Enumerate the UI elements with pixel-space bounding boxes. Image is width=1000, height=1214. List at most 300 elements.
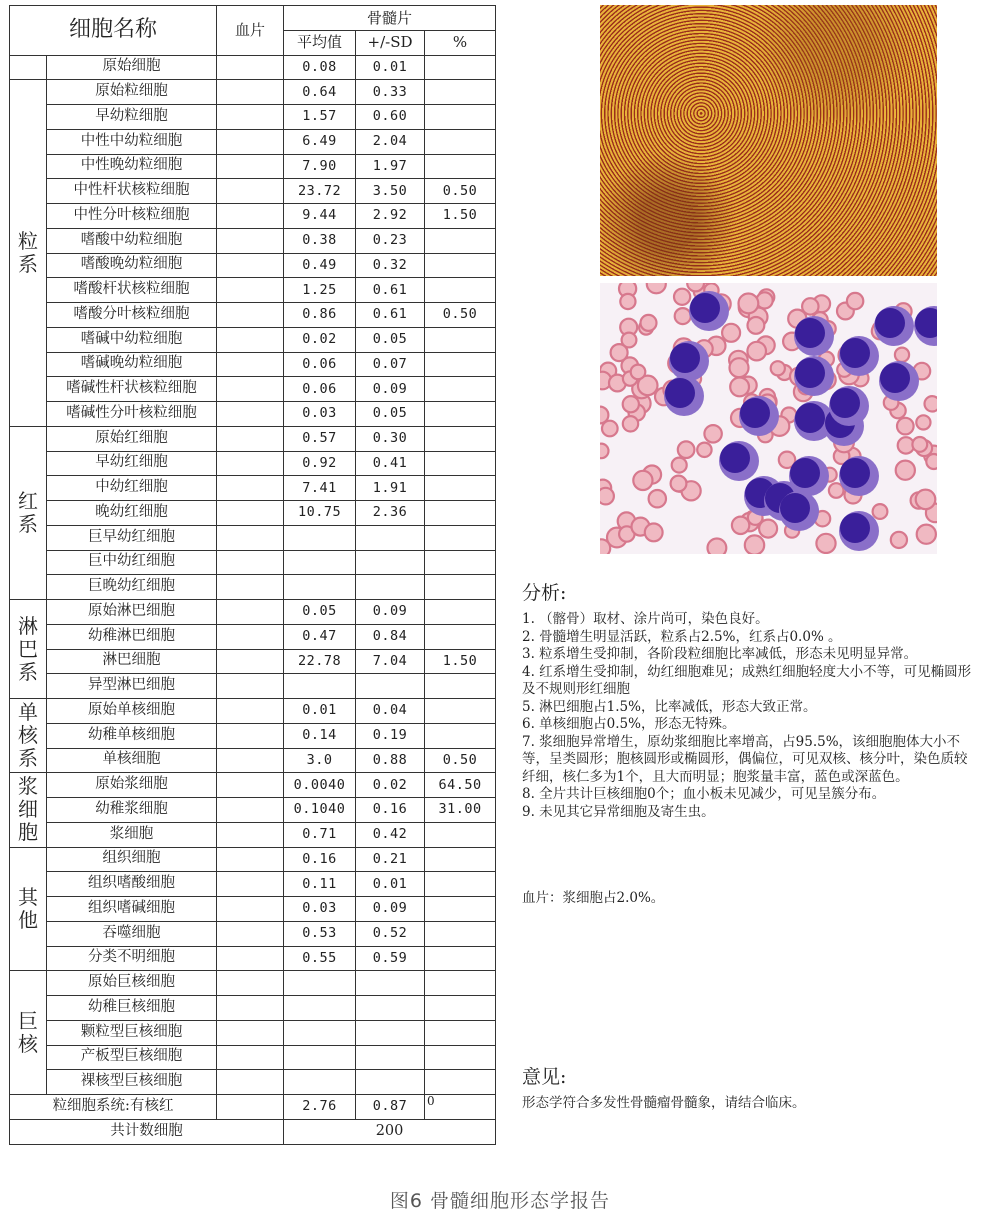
sd-value: 0.30 bbox=[356, 426, 425, 451]
cell-type-name: 原始浆细胞 bbox=[47, 773, 217, 798]
blood-smear-value bbox=[217, 1095, 284, 1120]
red-blood-cell bbox=[891, 532, 907, 548]
header-percent: % bbox=[425, 30, 496, 55]
sd-value: 0.84 bbox=[356, 624, 425, 649]
table-row bbox=[10, 426, 496, 451]
analysis-heading: 分析: bbox=[522, 582, 567, 604]
opinion-text: 形态学符合多发性骨髓瘤骨髓象，请结合临床。 bbox=[522, 1095, 806, 1111]
table-row bbox=[10, 129, 496, 154]
sd-value: 1.91 bbox=[356, 476, 425, 501]
blood-smear-value bbox=[217, 600, 284, 625]
cell-type-name: 中幼红细胞 bbox=[47, 476, 217, 501]
sd-value: 0.52 bbox=[356, 921, 425, 946]
mean-value: 0.03 bbox=[284, 402, 356, 427]
red-blood-cell bbox=[600, 407, 608, 424]
group-label: 浆 细 胞 bbox=[10, 773, 47, 847]
blood-smear-value bbox=[217, 674, 284, 699]
percent-value bbox=[425, 1045, 496, 1070]
mean-value: 1.57 bbox=[284, 105, 356, 130]
mean-value bbox=[284, 575, 356, 600]
ratio-row bbox=[10, 1095, 496, 1120]
mean-value: 0.38 bbox=[284, 228, 356, 253]
cell-type-name: 中性中幼粒细胞 bbox=[47, 129, 217, 154]
table-row bbox=[10, 55, 496, 80]
cell-type-name: 晚幼红细胞 bbox=[47, 501, 217, 526]
percent-value: 0.50 bbox=[425, 179, 496, 204]
cell-type-name: 嗜碱中幼粒细胞 bbox=[47, 327, 217, 352]
red-blood-cell bbox=[649, 490, 666, 507]
blood-smear-value bbox=[217, 253, 284, 278]
blood-smear-value bbox=[217, 971, 284, 996]
blood-smear-value bbox=[217, 154, 284, 179]
percent-value bbox=[425, 327, 496, 352]
blood-smear-value bbox=[217, 723, 284, 748]
percent-value bbox=[425, 154, 496, 179]
sd-value: 1.97 bbox=[356, 154, 425, 179]
table-row bbox=[10, 1045, 496, 1070]
group-label bbox=[10, 55, 47, 80]
cell-type-name: 嗜酸杆状核粒细胞 bbox=[47, 278, 217, 303]
table-row bbox=[10, 179, 496, 204]
opinion-heading: 意见: bbox=[522, 1066, 567, 1088]
plasma-cell-nucleus bbox=[840, 338, 870, 368]
analysis-item: 1. （髂骨）取材、涂片尚可，染色良好。 bbox=[522, 611, 769, 627]
red-blood-cell bbox=[600, 488, 614, 505]
table-row bbox=[10, 327, 496, 352]
red-blood-cell bbox=[633, 471, 652, 490]
red-blood-cell bbox=[672, 458, 687, 473]
red-blood-cell bbox=[704, 425, 721, 442]
percent-value: 1.50 bbox=[425, 204, 496, 229]
percent-value bbox=[425, 699, 496, 724]
red-blood-cell bbox=[708, 539, 727, 555]
table-row bbox=[10, 204, 496, 229]
mean-value: 0.47 bbox=[284, 624, 356, 649]
plasma-cell-nucleus bbox=[880, 363, 910, 393]
sd-value: 0.01 bbox=[356, 872, 425, 897]
red-blood-cell bbox=[896, 461, 915, 480]
blood-smear-value bbox=[217, 327, 284, 352]
percent-value bbox=[425, 674, 496, 699]
mean-value: 0.49 bbox=[284, 253, 356, 278]
percent-value bbox=[425, 723, 496, 748]
mean-value: 0.14 bbox=[284, 723, 356, 748]
percent-value bbox=[425, 624, 496, 649]
mean-value bbox=[284, 674, 356, 699]
percent-value bbox=[425, 105, 496, 130]
blood-smear-value bbox=[217, 1070, 284, 1095]
sd-value: 0.32 bbox=[356, 253, 425, 278]
cell-type-name: 嗜碱性杆状核粒细胞 bbox=[47, 377, 217, 402]
table-row bbox=[10, 253, 496, 278]
blood-smear-value bbox=[217, 575, 284, 600]
cell-type-name: 异型淋巴细胞 bbox=[47, 674, 217, 699]
red-blood-cell bbox=[687, 283, 704, 291]
mean-value bbox=[284, 1045, 356, 1070]
red-blood-cell bbox=[623, 396, 639, 412]
percent-value bbox=[425, 451, 496, 476]
cell-type-name: 原始巨核细胞 bbox=[47, 971, 217, 996]
cell-type-name: 浆细胞 bbox=[47, 822, 217, 847]
blood-smear-value bbox=[217, 699, 284, 724]
red-blood-cell bbox=[697, 443, 711, 457]
percent-value bbox=[425, 228, 496, 253]
table-row bbox=[10, 278, 496, 303]
mean-value: 6.49 bbox=[284, 129, 356, 154]
percent-value bbox=[425, 501, 496, 526]
sd-value: 0.04 bbox=[356, 699, 425, 724]
sd-value bbox=[356, 996, 425, 1021]
cell-type-name: 中性杆状核粒细胞 bbox=[47, 179, 217, 204]
total-label: 共计数细胞 bbox=[10, 1119, 284, 1144]
table-row bbox=[10, 105, 496, 130]
percent-value bbox=[425, 129, 496, 154]
blood-smear-value bbox=[217, 624, 284, 649]
analysis-list bbox=[522, 611, 977, 821]
cell-type-name: 巨晚幼红细胞 bbox=[47, 575, 217, 600]
plasma-cell-nucleus bbox=[780, 493, 810, 523]
blood-smear-value bbox=[217, 847, 284, 872]
red-blood-cell bbox=[925, 396, 938, 411]
cell-type-name: 嗜碱晚幼粒细胞 bbox=[47, 352, 217, 377]
plasma-cell-nucleus bbox=[795, 318, 825, 348]
total-value: 200 bbox=[284, 1119, 496, 1144]
bone-marrow-smear-high-power-photo bbox=[600, 283, 937, 554]
percent-value bbox=[425, 872, 496, 897]
mean-value: 0.02 bbox=[284, 327, 356, 352]
mean-value bbox=[284, 550, 356, 575]
mean-value bbox=[284, 1070, 356, 1095]
cell-type-name: 中性分叶核粒细胞 bbox=[47, 204, 217, 229]
table-row bbox=[10, 476, 496, 501]
table-row bbox=[10, 451, 496, 476]
red-blood-cell bbox=[671, 476, 687, 492]
sd-value: 0.07 bbox=[356, 352, 425, 377]
red-blood-cell bbox=[611, 344, 628, 361]
table-row bbox=[10, 971, 496, 996]
sd-value: 0.33 bbox=[356, 80, 425, 105]
sd-value: 0.42 bbox=[356, 822, 425, 847]
mean-value: 0.71 bbox=[284, 822, 356, 847]
red-blood-cell bbox=[912, 437, 927, 452]
mean-value: 0.57 bbox=[284, 426, 356, 451]
blood-smear-value bbox=[217, 105, 284, 130]
sd-value: 0.09 bbox=[356, 897, 425, 922]
blood-smear-value bbox=[217, 476, 284, 501]
sd-value bbox=[356, 550, 425, 575]
blood-smear-value bbox=[217, 1020, 284, 1045]
red-blood-cell bbox=[748, 317, 765, 334]
sd-value: 0.16 bbox=[356, 798, 425, 823]
cell-type-name: 组织嗜碱细胞 bbox=[47, 897, 217, 922]
cell-type-name: 原始粒细胞 bbox=[47, 80, 217, 105]
sd-value: 0.09 bbox=[356, 377, 425, 402]
red-blood-cell bbox=[916, 415, 930, 429]
analysis-item: 4. 红系增生受抑制，幼红细胞难见；成熟红细胞轻度大小不等，可见椭圆形及不规则形红细胞 bbox=[522, 663, 972, 697]
sd-value: 7.04 bbox=[356, 649, 425, 674]
red-blood-cell bbox=[674, 289, 690, 305]
ratio-mean: 2.76 bbox=[284, 1095, 356, 1120]
cell-type-name: 嗜酸中幼粒细胞 bbox=[47, 228, 217, 253]
cell-type-name: 组织细胞 bbox=[47, 847, 217, 872]
plasma-cell-nucleus bbox=[840, 458, 870, 488]
mean-value: 0.06 bbox=[284, 377, 356, 402]
percent-value bbox=[425, 1070, 496, 1095]
red-blood-cell bbox=[732, 517, 749, 534]
table-header-row bbox=[10, 6, 496, 31]
red-blood-cell bbox=[730, 358, 749, 377]
blood-smear-value bbox=[217, 822, 284, 847]
table-row bbox=[10, 575, 496, 600]
sd-value: 0.60 bbox=[356, 105, 425, 130]
blood-smear-value bbox=[217, 748, 284, 773]
table-row bbox=[10, 154, 496, 179]
cell-type-name: 嗜酸分叶核粒细胞 bbox=[47, 303, 217, 328]
blood-smear-value bbox=[217, 921, 284, 946]
cell-type-name: 原始淋巴细胞 bbox=[47, 600, 217, 625]
mean-value: 9.44 bbox=[284, 204, 356, 229]
analysis-item: 6. 单核细胞占0.5%，形态无特殊。 bbox=[522, 716, 736, 732]
blood-smear-value bbox=[217, 451, 284, 476]
cell-type-name: 分类不明细胞 bbox=[47, 946, 217, 971]
cell-type-name: 组织嗜酸细胞 bbox=[47, 872, 217, 897]
mean-value: 0.08 bbox=[284, 55, 356, 80]
blood-smear-value bbox=[217, 1045, 284, 1070]
total-row bbox=[10, 1119, 496, 1144]
mean-value: 7.41 bbox=[284, 476, 356, 501]
ratio-label: 粒细胞系统:有核红 bbox=[10, 1095, 217, 1120]
percent-value bbox=[425, 897, 496, 922]
blood-smear-value bbox=[217, 649, 284, 674]
red-blood-cell bbox=[895, 348, 909, 362]
sd-value: 0.05 bbox=[356, 327, 425, 352]
table-row bbox=[10, 847, 496, 872]
cell-type-name: 中性晚幼粒细胞 bbox=[47, 154, 217, 179]
table-row bbox=[10, 80, 496, 105]
cell-type-name: 早幼红细胞 bbox=[47, 451, 217, 476]
red-blood-cell bbox=[647, 283, 666, 293]
sd-value: 0.05 bbox=[356, 402, 425, 427]
percent-value bbox=[425, 575, 496, 600]
sd-value: 3.50 bbox=[356, 179, 425, 204]
cell-type-name: 裸核型巨核细胞 bbox=[47, 1070, 217, 1095]
group-label: 粒 系 bbox=[10, 80, 47, 427]
table-row bbox=[10, 699, 496, 724]
mean-value: 0.06 bbox=[284, 352, 356, 377]
group-label: 红 系 bbox=[10, 426, 47, 599]
red-blood-cell bbox=[623, 416, 638, 431]
header-cell-name: 细胞名称 bbox=[10, 6, 217, 56]
sd-value: 0.21 bbox=[356, 847, 425, 872]
cell-type-name: 幼稚巨核细胞 bbox=[47, 996, 217, 1021]
mean-value: 0.64 bbox=[284, 80, 356, 105]
plasma-cell-nucleus bbox=[665, 378, 695, 408]
blood-smear-value bbox=[217, 129, 284, 154]
table-row bbox=[10, 798, 496, 823]
ratio-sd: 0.87 bbox=[356, 1095, 425, 1120]
plasma-cell-nucleus bbox=[790, 458, 820, 488]
mean-value: 3.0 bbox=[284, 748, 356, 773]
header-bone-marrow: 骨髓片 bbox=[284, 6, 496, 31]
table-row bbox=[10, 748, 496, 773]
red-blood-cell bbox=[722, 324, 740, 342]
red-blood-cell bbox=[620, 294, 635, 309]
analysis-item: 3. 粒系增生受抑制，各阶段粒细胞比率减低，形态未见明显异常。 bbox=[522, 646, 918, 662]
blood-smear-value bbox=[217, 55, 284, 80]
red-blood-cell bbox=[916, 490, 936, 510]
sd-value: 0.09 bbox=[356, 600, 425, 625]
percent-value bbox=[425, 377, 496, 402]
table-row bbox=[10, 550, 496, 575]
mean-value: 0.05 bbox=[284, 600, 356, 625]
table-row bbox=[10, 303, 496, 328]
percent-value bbox=[425, 525, 496, 550]
mean-value: 0.03 bbox=[284, 897, 356, 922]
table-row bbox=[10, 1070, 496, 1095]
percent-value: 0.50 bbox=[425, 748, 496, 773]
percent-value bbox=[425, 996, 496, 1021]
cell-type-name: 巨中幼红细胞 bbox=[47, 550, 217, 575]
table-row bbox=[10, 525, 496, 550]
blood-smear-note: 血片：浆细胞占2.0%。 bbox=[522, 890, 665, 906]
percent-value: 31.00 bbox=[425, 798, 496, 823]
cell-type-name: 幼稚浆细胞 bbox=[47, 798, 217, 823]
table-row bbox=[10, 624, 496, 649]
plasma-cell-nucleus bbox=[740, 398, 770, 428]
table-row bbox=[10, 946, 496, 971]
red-blood-cell bbox=[745, 535, 764, 554]
table-row bbox=[10, 352, 496, 377]
table-row bbox=[10, 1020, 496, 1045]
cell-type-name: 巨早幼红细胞 bbox=[47, 525, 217, 550]
red-blood-cell bbox=[739, 294, 759, 314]
red-blood-cell bbox=[730, 378, 749, 397]
blood-smear-value bbox=[217, 872, 284, 897]
percent-value bbox=[425, 550, 496, 575]
percent-value: 0.50 bbox=[425, 303, 496, 328]
sd-value: 0.88 bbox=[356, 748, 425, 773]
mean-value bbox=[284, 1020, 356, 1045]
sd-value: 0.61 bbox=[356, 278, 425, 303]
plasma-cell-nucleus bbox=[690, 293, 720, 323]
red-blood-cell bbox=[897, 418, 914, 435]
mean-value: 0.86 bbox=[284, 303, 356, 328]
red-blood-cell bbox=[747, 342, 766, 361]
blood-smear-value bbox=[217, 402, 284, 427]
table-row bbox=[10, 921, 496, 946]
table-row bbox=[10, 723, 496, 748]
red-blood-cell bbox=[631, 365, 646, 380]
mean-value: 0.55 bbox=[284, 946, 356, 971]
red-blood-cell bbox=[873, 504, 888, 519]
sd-value: 0.59 bbox=[356, 946, 425, 971]
cell-type-name: 产板型巨核细胞 bbox=[47, 1045, 217, 1070]
percent-value bbox=[425, 822, 496, 847]
sd-value: 2.04 bbox=[356, 129, 425, 154]
table-row bbox=[10, 228, 496, 253]
analysis-item: 7. 浆细胞异常增生，原幼浆细胞比率增高，占95.5%，该细胞胞体大小不等，呈类圆形；胞核圆形或椭圆形，偶偏位，可见双核、核分叶，染色质较纤细，核仁多为1个，且大而明显；胞浆量丰富，蓝色或深蓝色。 bbox=[522, 733, 968, 785]
blood-smear-value bbox=[217, 996, 284, 1021]
mean-value: 7.90 bbox=[284, 154, 356, 179]
percent-value bbox=[425, 847, 496, 872]
mean-value: 0.11 bbox=[284, 872, 356, 897]
red-blood-cell bbox=[829, 483, 844, 498]
table-row bbox=[10, 897, 496, 922]
blood-smear-value bbox=[217, 352, 284, 377]
plasma-cell-nucleus bbox=[830, 388, 860, 418]
red-blood-cell bbox=[645, 524, 663, 542]
mean-value: 0.01 bbox=[284, 699, 356, 724]
blood-smear-value bbox=[217, 278, 284, 303]
plasma-cell-nucleus bbox=[840, 513, 870, 543]
cell-type-name: 颗粒型巨核细胞 bbox=[47, 1020, 217, 1045]
percent-value bbox=[425, 402, 496, 427]
cell-type-name: 单核细胞 bbox=[47, 748, 217, 773]
red-blood-cell bbox=[917, 525, 936, 544]
percent-value bbox=[425, 352, 496, 377]
cell-type-name: 原始红细胞 bbox=[47, 426, 217, 451]
percent-value bbox=[425, 278, 496, 303]
percent-value bbox=[425, 946, 496, 971]
plasma-cell-nucleus bbox=[795, 358, 825, 388]
plasma-cell-nucleus bbox=[795, 403, 825, 433]
red-blood-cell bbox=[600, 539, 610, 554]
red-blood-cell bbox=[816, 534, 835, 553]
sd-value bbox=[356, 525, 425, 550]
sd-value: 0.23 bbox=[356, 228, 425, 253]
percent-value bbox=[425, 55, 496, 80]
header-mean: 平均值 bbox=[284, 30, 356, 55]
cell-count-table-body bbox=[10, 6, 496, 1145]
blood-smear-value bbox=[217, 204, 284, 229]
percent-value bbox=[425, 921, 496, 946]
sd-value bbox=[356, 1020, 425, 1045]
table-row bbox=[10, 822, 496, 847]
cell-type-name: 原始单核细胞 bbox=[47, 699, 217, 724]
analysis-item: 5. 淋巴细胞占1.5%，比率减低，形态大致正常。 bbox=[522, 698, 817, 715]
sd-value: 0.19 bbox=[356, 723, 425, 748]
table-row bbox=[10, 377, 496, 402]
mean-value: 0.53 bbox=[284, 921, 356, 946]
sd-value: 0.01 bbox=[356, 55, 425, 80]
blood-smear-value bbox=[217, 798, 284, 823]
percent-value bbox=[425, 600, 496, 625]
blood-smear-value bbox=[217, 773, 284, 798]
analysis-item: 9. 未见其它异常细胞及寄生虫。 bbox=[522, 803, 715, 820]
bone-marrow-low-power-photo bbox=[600, 5, 937, 276]
percent-value: 1.50 bbox=[425, 649, 496, 674]
cell-type-name: 幼稚淋巴细胞 bbox=[47, 624, 217, 649]
blood-smear-value bbox=[217, 80, 284, 105]
analysis-item: 8. 全片共计巨核细胞0个；血小板未见减少，可见呈簇分布。 bbox=[522, 786, 886, 802]
mean-value: 23.72 bbox=[284, 179, 356, 204]
plasma-cell-nucleus bbox=[720, 443, 750, 473]
table-row bbox=[10, 649, 496, 674]
red-blood-cell bbox=[641, 315, 657, 331]
mean-value: 0.16 bbox=[284, 847, 356, 872]
blood-smear-value bbox=[217, 228, 284, 253]
sd-value: 2.92 bbox=[356, 204, 425, 229]
percent-value bbox=[425, 1020, 496, 1045]
percent-value bbox=[425, 253, 496, 278]
percent-value bbox=[425, 426, 496, 451]
group-label: 淋 巴 系 bbox=[10, 600, 47, 699]
blood-smear-value bbox=[217, 897, 284, 922]
blood-smear-value bbox=[217, 501, 284, 526]
percent-value bbox=[425, 971, 496, 996]
cell-type-name: 原始细胞 bbox=[47, 55, 217, 80]
plasma-cell-nucleus bbox=[875, 308, 905, 338]
